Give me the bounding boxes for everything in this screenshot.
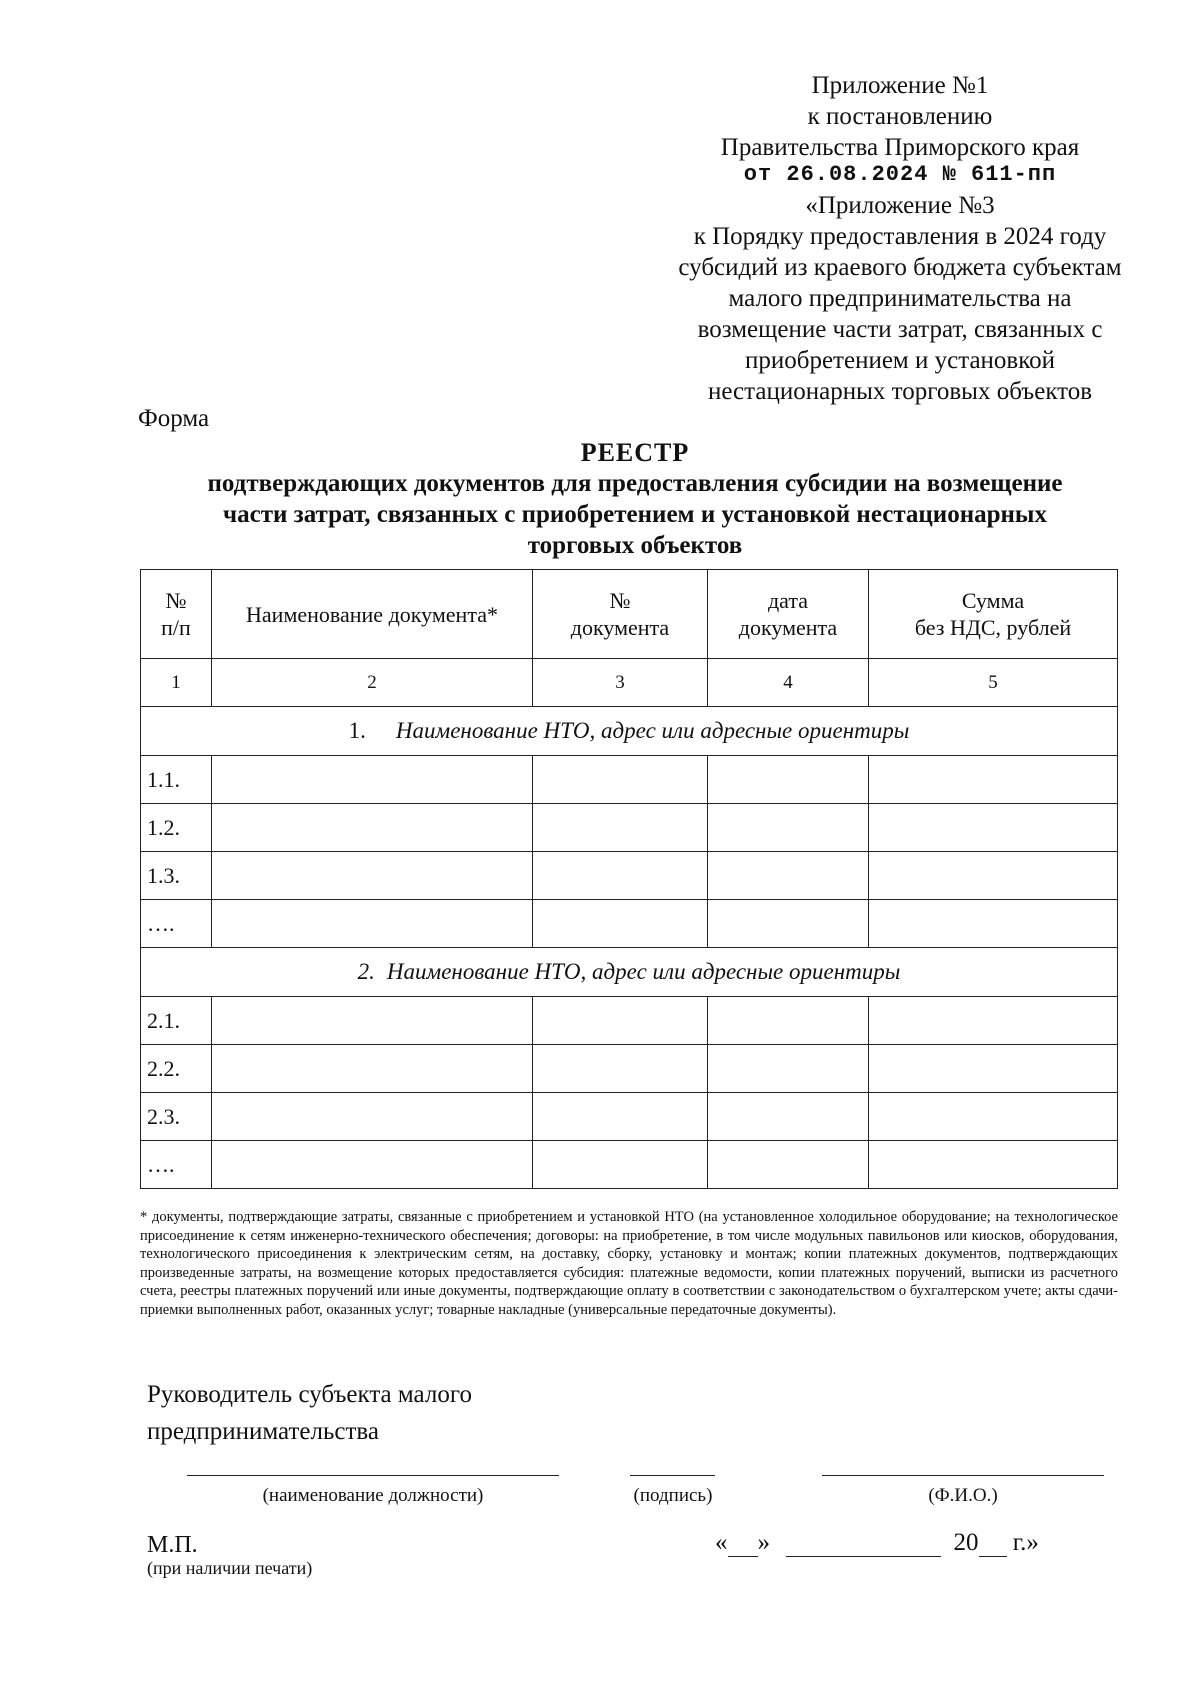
appendix-3-line: нестационарных торговых объектов: [707, 378, 1093, 405]
signature-line[interactable]: [630, 1475, 715, 1476]
doc-number-cell[interactable]: [533, 804, 708, 852]
sum-cell[interactable]: [869, 756, 1118, 804]
year-blank[interactable]: [979, 1528, 1007, 1557]
header-cell-doc-name: [212, 570, 533, 659]
table-row: [141, 997, 1118, 1045]
day-blank[interactable]: [728, 1528, 758, 1557]
section-label: Наименование НТО, адрес или адресные ориентиры: [386, 959, 901, 984]
appendix-3-line: «Приложение №3: [805, 192, 995, 219]
column-number: 5: [869, 659, 1118, 707]
doc-number-cell[interactable]: [533, 1093, 708, 1141]
header-text: без НДС, рублей: [914, 615, 1072, 640]
full-name-caption: (Ф.И.О.): [928, 1485, 998, 1506]
date-close-quote: »: [757, 1529, 770, 1556]
stamp-label: М.П.: [147, 1532, 198, 1558]
header-text: №: [609, 588, 631, 613]
doc-number-cell[interactable]: [533, 1045, 708, 1093]
appendix-3-header: [640, 190, 1160, 407]
doc-number-cell[interactable]: [533, 852, 708, 900]
position-caption: (наименование должности): [262, 1485, 484, 1506]
position-signature-line[interactable]: [187, 1475, 559, 1476]
table-row: [141, 900, 1118, 948]
year-prefix: 20: [953, 1529, 979, 1556]
appendix-1-title: Приложение №1: [811, 72, 989, 99]
doc-name-cell[interactable]: [212, 852, 533, 900]
doc-date-cell[interactable]: [708, 997, 869, 1045]
stamp-note: (при наличии печати): [147, 1558, 313, 1578]
doc-name-cell[interactable]: [212, 804, 533, 852]
document-title: [140, 437, 1130, 561]
doc-date-cell[interactable]: [708, 900, 869, 948]
title-main: РЕЕСТР: [580, 438, 690, 467]
row-number: 1.2.: [141, 804, 212, 852]
header-text: п/п: [161, 615, 191, 640]
doc-date-cell[interactable]: [708, 756, 869, 804]
signer-line: предпринимательства: [147, 1418, 379, 1445]
column-number-row: [141, 659, 1118, 707]
appendix-1-to-decree: к постановлению: [807, 103, 993, 130]
column-number: 1: [141, 659, 212, 707]
doc-name-cell[interactable]: [212, 1093, 533, 1141]
row-number: ….: [141, 900, 212, 948]
sum-cell[interactable]: [869, 997, 1118, 1045]
title-subline: торговых объектов: [527, 532, 743, 559]
column-number: 3: [533, 659, 708, 707]
doc-number-cell[interactable]: [533, 997, 708, 1045]
doc-date-cell[interactable]: [708, 852, 869, 900]
title-subline: подтверждающих документов для предоставления субсидии на возмещение: [207, 470, 1063, 497]
table-header-row: [141, 570, 1118, 659]
table-row: [141, 804, 1118, 852]
sum-cell[interactable]: [869, 804, 1118, 852]
header-cell-doc-number: [533, 570, 708, 659]
table-row: [141, 1045, 1118, 1093]
section-number: 1.: [348, 718, 366, 743]
header-text: документа: [738, 615, 838, 640]
row-number: 1.3.: [141, 852, 212, 900]
header-text: №: [165, 588, 187, 613]
form-label: Форма: [138, 405, 210, 432]
section-number: 2.: [357, 959, 375, 984]
section-row-1: [141, 707, 1118, 756]
doc-date-cell[interactable]: [708, 1045, 869, 1093]
doc-date-cell[interactable]: [708, 1093, 869, 1141]
full-name-line[interactable]: [822, 1475, 1104, 1476]
section-row-2: [141, 948, 1118, 997]
signer-line: Руководитель субъекта малого: [147, 1381, 472, 1408]
sum-cell[interactable]: [869, 900, 1118, 948]
appendix-3-line: малого предпринимательства на: [728, 285, 1072, 312]
doc-number-cell[interactable]: [533, 1141, 708, 1189]
table-row: [141, 852, 1118, 900]
header-cell-sum: [869, 570, 1118, 659]
doc-date-cell[interactable]: [708, 804, 869, 852]
table-row: [141, 1141, 1118, 1189]
doc-number-cell[interactable]: [533, 756, 708, 804]
appendix-3-line: субсидий из краевого бюджета субъектам: [678, 254, 1122, 281]
doc-name-cell[interactable]: [212, 1045, 533, 1093]
section-cell: [141, 707, 1118, 756]
sum-cell[interactable]: [869, 1093, 1118, 1141]
month-blank[interactable]: [786, 1528, 941, 1557]
header-text: Сумма: [961, 588, 1025, 613]
row-number: 2.1.: [141, 997, 212, 1045]
date-open-quote: «: [715, 1529, 728, 1556]
section-cell: [141, 948, 1118, 997]
row-number: 2.3.: [141, 1093, 212, 1141]
doc-name-cell[interactable]: [212, 1141, 533, 1189]
year-suffix: г.»: [1012, 1529, 1039, 1556]
header-cell-number: [141, 570, 212, 659]
signature-date: [715, 1528, 1039, 1557]
header-text: дата: [767, 588, 809, 613]
row-number: 1.1.: [141, 756, 212, 804]
appendix-3-line: к Порядку предоставления в 2024 году: [693, 223, 1107, 250]
register-table: [140, 569, 1118, 1189]
header-text: Наименование документа*: [246, 601, 498, 627]
column-number: 4: [708, 659, 869, 707]
appendix-3-line: приобретением и установкой: [744, 347, 1055, 374]
title-subline: части затрат, связанных с приобретением и установкой нестационарных: [223, 501, 1047, 528]
doc-name-cell[interactable]: [212, 900, 533, 948]
row-number: ….: [141, 1141, 212, 1189]
signature-caption: (подпись): [633, 1485, 713, 1506]
table-row: [141, 1093, 1118, 1141]
sum-cell[interactable]: [869, 1141, 1118, 1189]
sum-cell[interactable]: [869, 1045, 1118, 1093]
doc-number-cell[interactable]: [533, 900, 708, 948]
section-label: Наименование НТО, адрес или адресные ориентиры: [395, 718, 910, 743]
footnote: * документы, подтверждающие затраты, связанные с приобретением и установкой НТО (на установленное холодильное оборудование; на технологическое присоединение к сетям инженерно-технического обеспечения; договоры: на приобретение, в том числе модульных павильонов или киосков, оборудования, технологического присоединения к электрическим сетям, на доставку, сборку, установку и монтаж; копии платежных документов, подтверждающих произведенные затраты, на возмещение которых предоставляется субсидия: платежные ведомости, копии платежных поручений, выписки из расчетного счета, реестры платежных поручений или иные документы, подтверждающие оплату в соответствии с законодательством о бухгалтерском учете; акты сдачи-приемки выполненных работ, оказанных услуг; товарные накладные (универсальные передаточные документы).: [140, 1209, 1118, 1318]
column-number: 2: [212, 659, 533, 707]
decree-date-number: от 26.08.2024 № 611-пп: [743, 162, 1057, 187]
appendix-1-government: Правительства Приморского края: [720, 134, 1080, 161]
signer-title: [147, 1376, 472, 1450]
header-cell-doc-date: [708, 570, 869, 659]
sum-cell[interactable]: [869, 852, 1118, 900]
row-number: 2.2.: [141, 1045, 212, 1093]
doc-name-cell[interactable]: [212, 756, 533, 804]
appendix-3-line: возмещение части затрат, связанных с: [697, 316, 1103, 343]
table-row: [141, 756, 1118, 804]
doc-name-cell[interactable]: [212, 997, 533, 1045]
header-text: документа: [570, 615, 670, 640]
doc-date-cell[interactable]: [708, 1141, 869, 1189]
appendix-1-header: [640, 70, 1160, 187]
